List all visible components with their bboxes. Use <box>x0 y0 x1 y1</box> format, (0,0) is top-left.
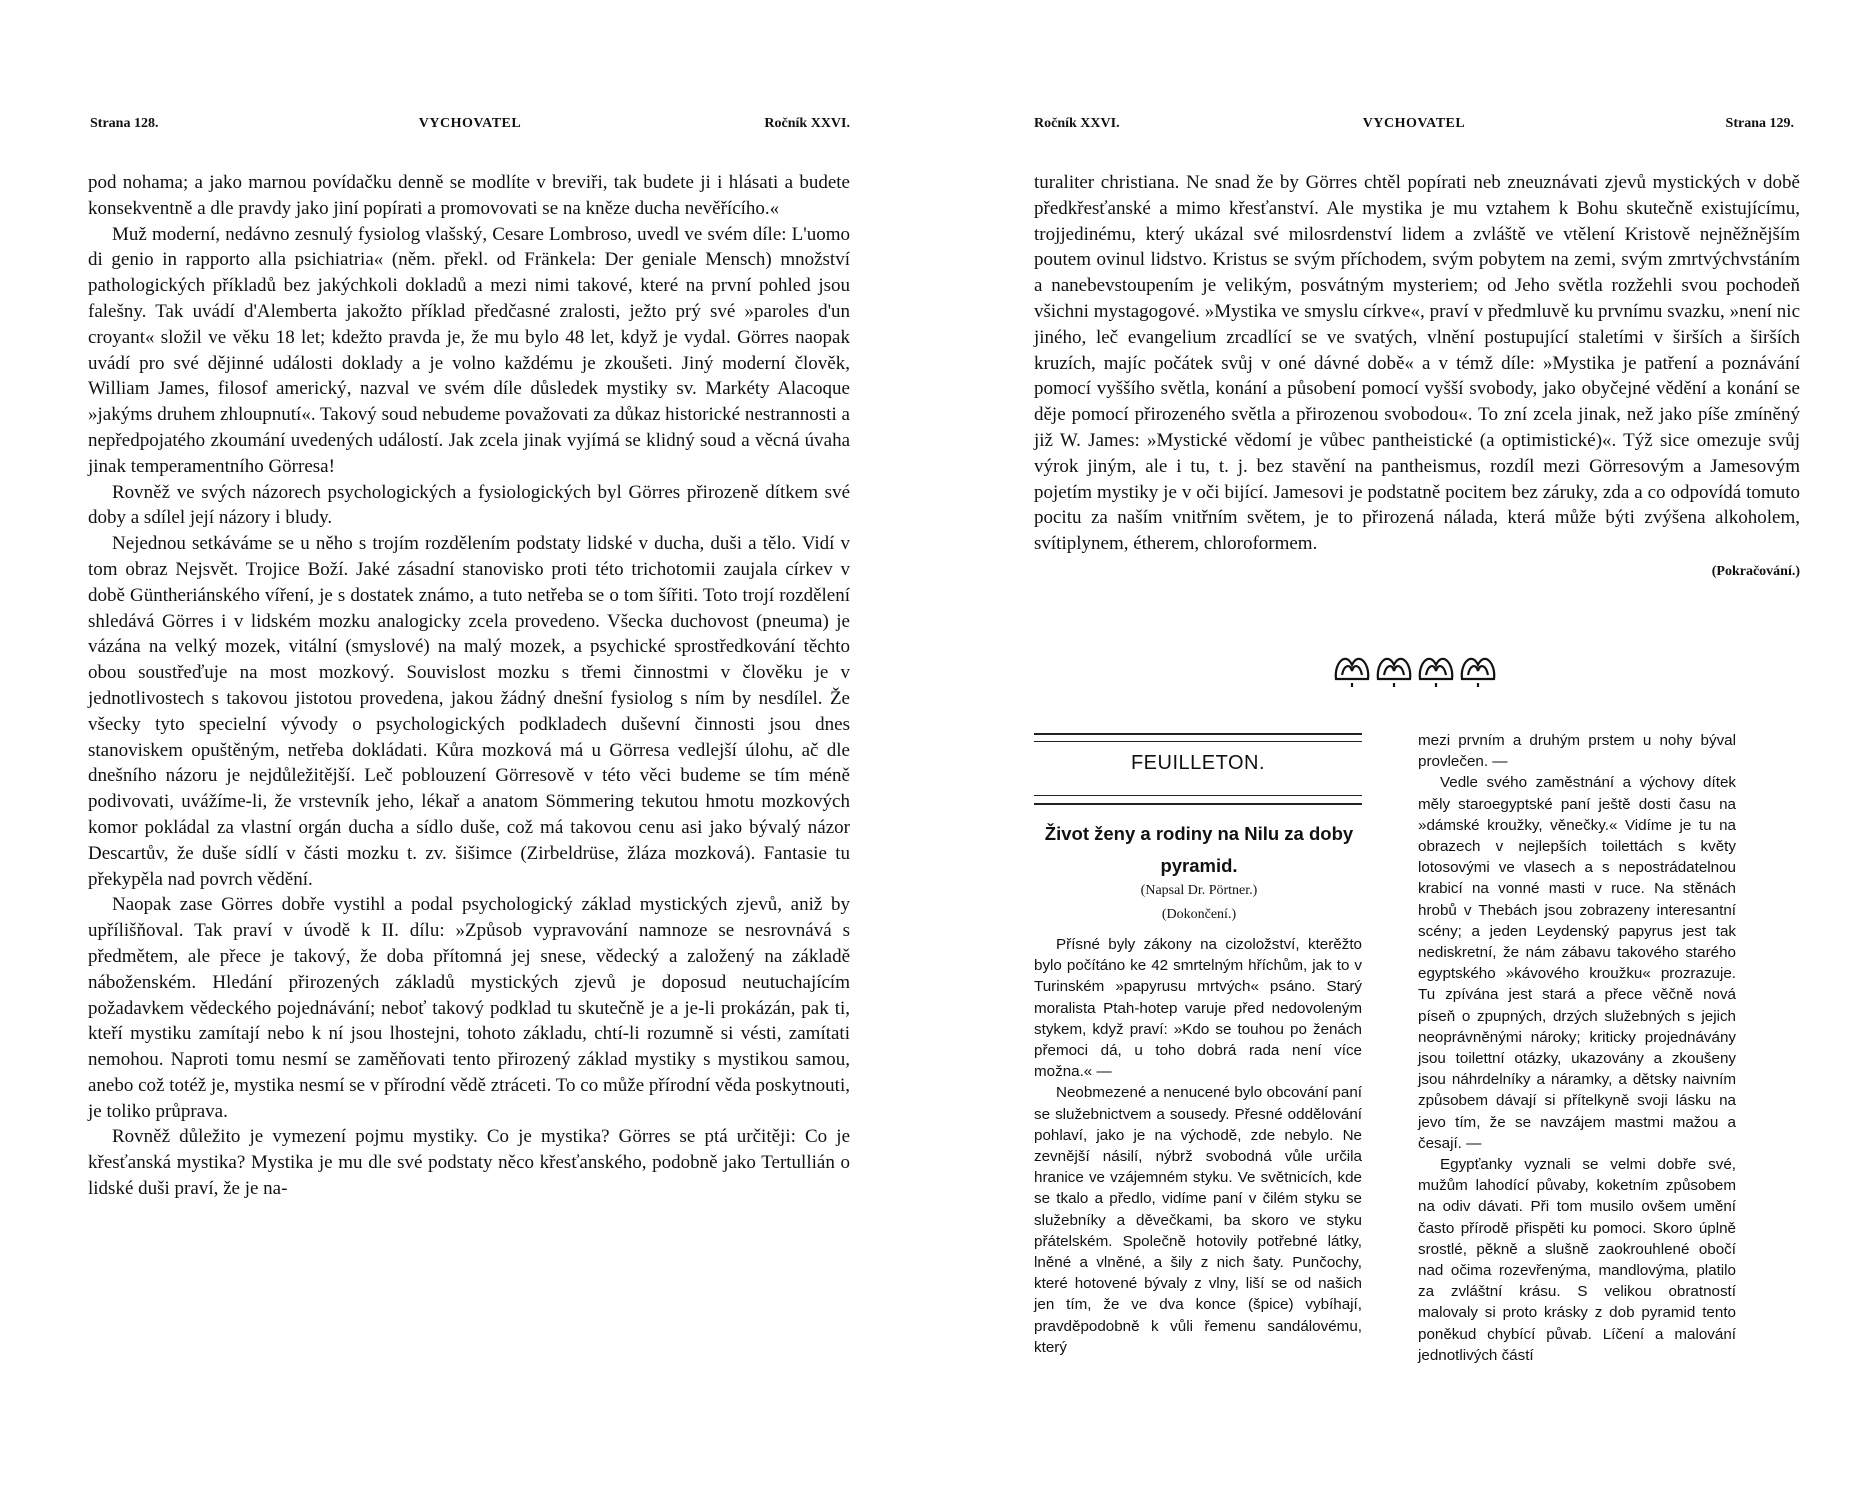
left-body-text <box>88 170 850 1202</box>
left-journal-title: VYCHOVATEL <box>418 116 522 131</box>
paragraph: Rovněž důležito je vymezení pojmu mystiky. Co je mystika? Görres se ptá určitěji: Co je křesťanská mystika? Mystika je mu dle své podstaty něco křesťanského, podobně jako Tertullián o lidské duši praví, že je na- <box>88 1126 850 1200</box>
article-status: (Dokončení.) <box>1161 907 1237 922</box>
divider <box>1034 741 1362 742</box>
section-heading: FEUILLETON. <box>1130 752 1266 774</box>
divider <box>1034 733 1362 735</box>
right-volume: Ročník XXVI. <box>1034 116 1120 131</box>
paragraph: Nejednou setkáváme se u něho s trojím rozdělením podstaty lidské v ducha, duši a tělo. Vidí v tom obraz Nejsvět. Trojice Boží. Jaké zásadní stanovisko proti této trichotomii zaujala církev v době Güntheriánského víření, je s dostatek známo, a tuto netřeba se o tom šířiti. Toto trojí rozdělení shledává Görres i v lidském mozku analogicky zcela provedeno. Všecka duchovost (pneuma) je vázána na velký mozek, vitální (smyslové) na malý mozek, a psychické sprostředkování těchto obou soustřeďuje na most mozkový. Souvislost mozku s třemi činnostmi v člověku je v jednotlivostech s takovou jistotou provedena, jakou žádný dnešní fysiolog s ním by nesdílel. Že všecky tyto specielní vývody o psychologických podkladech duševní činnosti jsou dnes stanoviskem opuštěným, netřeba dokládati. Kůra mozková má u Görresa vedlejší úlohu, ač dle dnešního názoru je nejdůležitější. Leč poblouzení Görresově v této věci budeme se tím méně podivovati, uvážíme-li, že vrstevník jeho, lékař a anatom Sömmering tekutou hmotu mozkových komor pokládal za vlastní orgán ducha a sídlo duše, což má takovou cenu asi jako bývalý názor Descartův, že duše sídlí v části mozku t. zv. šišimce (Zirbeldrüse, žláza mozková). Fantasie tu překypěla nad povrch vědění. <box>88 533 850 890</box>
divider <box>1034 803 1362 805</box>
right-body-text <box>1034 170 1800 585</box>
article-title: Život ženy a rodiny na Nilu za doby pyramid. <box>1044 823 1354 876</box>
right-page-number: Strana 129. <box>1725 116 1794 131</box>
paragraph: pod nohama; a jako marnou povídačku denně se modlíte v breviři, tak budete ji i hlásati a budete konsekventně a dle pravdy jako jiní popírati a promovovati se na kněze ducha nevěřícího.« <box>88 172 850 219</box>
continued-note: (Pokračování.) <box>1711 563 1800 579</box>
paragraph: Rovněž ve svých názorech psychologických a fysiologických byl Görres přirozeně dítkem své doby a sdílel její názory i bludy. <box>88 481 850 529</box>
feuilleton-column-right <box>1418 730 1736 1366</box>
right-journal-title: VYCHOVATEL <box>1362 116 1466 131</box>
left-volume: Ročník XXVI. <box>764 116 850 131</box>
right-page <box>934 0 1868 1500</box>
paragraph: Naopak zase Görres dobře vystihl a podal psychologický základ mystických zjevů, aniž by upřílišňoval. Tak praví v úvodě k II. dílu: »Způsob vypravování namnoze se nesrovnává s předmětem, ale přece je takový, že doba přítomná jej snese, vědecký a založený na základě náboženském. Hledání přirozených základů mystických zjevů je doposud neutuchajícím požadavkem vědeckého pojednávání; neboť takový podklad tu skutečně je a je-li prokázán, pak ti, kteří mystiku zamítají nebo k ní jsou lhostejni, tohoto základu, chtí-li rozumně si vésti, zamítati nemohou. Naproti tomu nesmí se zaměňovati tento přirozený základ mystiky s mystikou samou, anebo což totéž je, mystika nesmí se v přírodní vědě ztráceti. To co může přírodní věda poskytnouti, je toliko průprava. <box>88 894 850 1122</box>
paragraph: Vedle svého zaměstnání a výchovy dítek měly staroegyptské paní ještě dosti času na »dámské kroužky, věnečky.« Vidíme je tu na obrazech v nejlepších toilettách s květy lotosovými ve vlasech a s nepostrádatelnou krabicí na vonné masti v ruce. Na stěnách hrobů v Thebách jsou zobrazeny interesantní scény; a jeden Leydenský papyrus jest tak nediskretní, že nám zábavu takového starého egyptského »kávového kroužku« prozrazuje. Tu zpívána jest stará a přece věčně nová píseň o zpupných, drzých služebných s jejich neoprávněnými nároky; kriticky projednávány jsou toilettní otázky, ukazovány a zkoušeny jsou náhrdelníky a náramky, a dětsky naivním způsobem dávají si přítelkyně svoji lásku na jevo tím, že se navzájem mastmi mažou a česají. — <box>1418 774 1736 1152</box>
paragraph: Neobmezené a nenucené bylo obcování paní se služebnictvem a sousedy. Přesné oddělování pohlaví, jako je na východě, zde nebylo. Ne zevnější násilí, nýbrž svobodná vůle určila hranice ve vzájemném styku. Ve světnicích, kde se tkalo a předlo, vidíme paní v čilém styku se služebníky a děvečkami, ba skoro ve styku přátelském. Společně hotovily potřebné látky, lněné a vlněné, a šily z nich šaty. Punčochy, které hotovené bývaly z vlny, liší se od našich jen tím, že ve dva konce (špice) vybíhají, pravděpodobně k vůli řemenu sandálovému, který <box>1034 1084 1362 1356</box>
left-running-head <box>90 116 850 136</box>
floral-ornament-icon <box>1324 643 1504 687</box>
paragraph: Egypťanky vyznali se velmi dobře své, mužům lahodící půvaby, koketním způsobem na odiv dávati. Při tom musilo ovšem umění často přírodě přispěti ku pomoci. Skoro úplně srostlé, pěkně a slušně zaokrouhlené obočí nad očima rozevřenýma, mandlovýma, platilo za zvláštní krásu. S velikou obratností malovaly si proto krásky z dob pyramid tento poněkud chybící půvab. Líčení a malování jednotlivých částí <box>1418 1156 1736 1364</box>
left-page-number: Strana 128. <box>90 116 159 131</box>
feuilleton-column-left <box>1034 934 1362 1358</box>
article-byline: (Napsal Dr. Pörtner.) <box>1140 883 1258 898</box>
paragraph: Muž moderní, nedávno zesnulý fysiolog vlašský, Cesare Lombroso, uvedl ve svém díle: L'uomo di genio in rapporto alla psichiatria« (něm. překl. od Fränkela: Der geniale Mensch) množství pathologických příkladů bez jakýchkoli dokladů a mezi nimi takové, které na první pohled jsou falešny. Tak uvádí d'Alemberta jakožto příklad předčasné zralosti, ježto prý své »paroles d'un croyant« složil ve věku 18 let; kdežto pravda je, že mu bylo 48 let, když je vydal. Görres naopak uvádí pro své dějinné události doklady a je volno každému je zkoušeti. Jiný moderní člověk, William James, filosof americký, nazval ve svém díle důsledek mystiky sv. Markéty Alacoque »jakýms druhem zhloupnutí«. Takový soud nebudeme považovati za důkaz historické nestrannosti a nepředpojatého zkoumání uvedených událostí. Jak zcela jinak vyjímá se klidný soud a věcná úvaha jinak temperamentního Görresa! <box>88 223 850 477</box>
paragraph: Přísné byly zákony na cizoložství, kterěžto bylo počítáno ke 42 smrtelným hříchům, jak to v Turinském »papyrusu mrtvých« psáno. Starý moralista Ptah-hotep varuje před nedovoleným stykem, když praví: »Kdo se touhou po ženách přemoci dá, u toho dobrá rada není více možna.« — <box>1034 936 1362 1081</box>
divider <box>1034 795 1362 796</box>
right-running-head <box>1034 116 1794 136</box>
paragraph: turaliter christiana. Ne snad že by Görres chtěl popírati neb zneuznávati zjevů mystických v době předkřesťanské a mimo křesťanství. Ale mystika je mu vztahem k Bohu skutečně existujícímu, trojjedinému, který ukázal své milosrdenství lidem a zvláště ve vtělení Kristově nejněžnějším poutem ovinul lidstvo. Kristus se svým příchodem, svým pobytem na zemi, svým zmrtvýchvstáním a nanebevstoupením je velikým, posvátným mysteriem; od Jeho světla rozžehli svou pochodeň všichni mystagogové. »Mystika ve smyslu církve«, praví v předmluvě ku prvnímu svazku, »není nic jiného, leč evangelium zrcadlící se ve svatých, vlnění postupující staletími v širších a širších kruzích, majíc počátek svůj v oné dávné době« a v témž díle: »Mystika je patření a poznávání pomocí vyššího světla, konání a působení pomocí vyšší svobody, jako obyčejné vědění a konání se děje pomocí přirozeného světla a přirozenou svobodou«. To zní zcela jinak, než jako píše zmíněný již W. James: »Mystické vědomí je vůbec pantheistické (a optimistické)«. Týž sice omezuje svůj výrok jiným, ale i tu, t. j. bez stavění na pantheismus, rozdíl mezi Görresovým a Jamesovým pojetím mystiky je v oči bijící. Jamesovi je podstatně pocitem bez záruky, zda a co odpovídá tomuto pocitu za naším vnitřním světem, je to přirozená nálada, která může býti zvýšena alkoholem, svítiplynem, étherem, chloroformem. <box>1034 172 1800 555</box>
paragraph: mezi prvním a druhým prstem u nohy býval provlečen. — <box>1418 732 1736 771</box>
